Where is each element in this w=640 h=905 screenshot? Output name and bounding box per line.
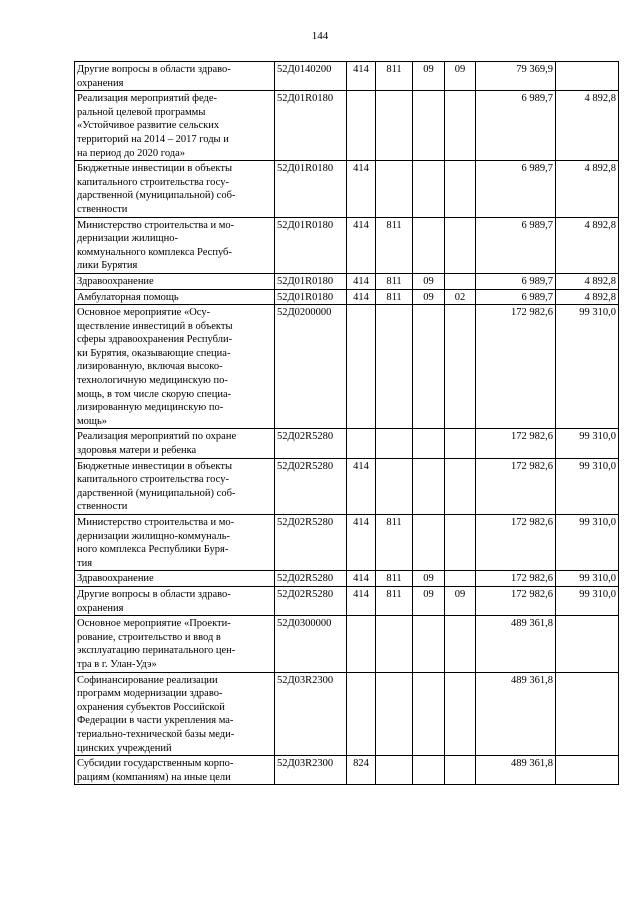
cell-grbs: 414 <box>347 161 376 217</box>
cell-subsection <box>413 672 445 756</box>
row-name: Софинансирование реализации программ модернизации здраво- охранения субъектов Российской Федерации в части укрепления ма- териально-технической базы меди- цинских учреждений <box>77 674 235 754</box>
cell-name <box>75 515 275 571</box>
cell-amount-1: 172 982,6 <box>476 571 556 587</box>
cell-name <box>75 616 275 672</box>
cell-amount-1: 6 989,7 <box>476 217 556 273</box>
cell-section: 811 <box>376 62 413 91</box>
cell-target-code: 52Д01R0180 <box>275 91 347 161</box>
row-name: Другие вопросы в области здраво- охранения <box>77 588 231 614</box>
row-name: Бюджетные инвестиции в объекты капитального строительства госу- дарственной (муниципальной) соб- ственности <box>77 460 236 513</box>
cell-target-code: 52Д02R5280 <box>275 571 347 587</box>
cell-amount-1: 172 982,6 <box>476 515 556 571</box>
cell-amount-2: 99 310,0 <box>556 305 619 429</box>
cell-grbs <box>347 91 376 161</box>
cell-subsection2: 09 <box>445 586 476 615</box>
cell-target-code: 52Д01R0180 <box>275 161 347 217</box>
budget-table <box>74 61 619 785</box>
cell-subsection <box>413 161 445 217</box>
cell-subsection <box>413 429 445 458</box>
cell-name <box>75 586 275 615</box>
cell-section: 811 <box>376 217 413 273</box>
cell-subsection2 <box>445 305 476 429</box>
cell-amount-2: 4 892,8 <box>556 289 619 305</box>
cell-section <box>376 672 413 756</box>
cell-name <box>75 458 275 514</box>
cell-name <box>75 305 275 429</box>
cell-target-code: 52Д03R2300 <box>275 672 347 756</box>
cell-grbs <box>347 616 376 672</box>
cell-grbs: 414 <box>347 273 376 289</box>
cell-section <box>376 616 413 672</box>
cell-section <box>376 91 413 161</box>
table-row <box>75 429 619 458</box>
cell-subsection: 09 <box>413 273 445 289</box>
cell-amount-2 <box>556 756 619 785</box>
page-number: 144 <box>311 30 329 42</box>
cell-name <box>75 289 275 305</box>
table-row <box>75 756 619 785</box>
row-name: Другие вопросы в области здраво- охранения <box>77 64 231 89</box>
cell-subsection: 09 <box>413 586 445 615</box>
cell-grbs: 414 <box>347 458 376 514</box>
cell-grbs: 824 <box>347 756 376 785</box>
cell-target-code: 52Д01R0180 <box>275 217 347 273</box>
table-row <box>75 571 619 587</box>
cell-amount-2 <box>556 616 619 672</box>
cell-amount-1: 172 982,6 <box>476 458 556 514</box>
cell-amount-2: 99 310,0 <box>556 586 619 615</box>
cell-grbs: 414 <box>347 217 376 273</box>
row-name: Бюджетные инвестиции в объекты капитального строительства госу- дарственной (муниципальной) соб- ственности <box>77 163 236 215</box>
cell-target-code: 52Д02R5280 <box>275 586 347 615</box>
cell-grbs <box>347 429 376 458</box>
cell-section: 811 <box>376 515 413 571</box>
cell-subsection2 <box>445 91 476 161</box>
cell-target-code: 52Д0300000 <box>275 616 347 672</box>
cell-name <box>75 62 275 91</box>
cell-name <box>75 161 275 217</box>
cell-section <box>376 161 413 217</box>
cell-subsection2 <box>445 672 476 756</box>
cell-target-code: 52Д0200000 <box>275 305 347 429</box>
cell-subsection2 <box>445 756 476 785</box>
cell-section <box>376 458 413 514</box>
table-row <box>75 515 619 571</box>
cell-name <box>75 429 275 458</box>
table-row <box>75 91 619 161</box>
cell-amount-1: 6 989,7 <box>476 273 556 289</box>
cell-subsection: 09 <box>413 62 445 91</box>
cell-subsection2 <box>445 458 476 514</box>
table-row <box>75 62 619 91</box>
cell-name <box>75 273 275 289</box>
cell-section: 811 <box>376 586 413 615</box>
table-row <box>75 217 619 273</box>
cell-target-code: 52Д02R5280 <box>275 429 347 458</box>
cell-grbs: 414 <box>347 586 376 615</box>
cell-amount-2: 4 892,8 <box>556 161 619 217</box>
cell-amount-1: 6 989,7 <box>476 91 556 161</box>
cell-target-code: 52Д01R0180 <box>275 289 347 305</box>
cell-grbs: 414 <box>347 515 376 571</box>
cell-grbs <box>347 672 376 756</box>
cell-subsection2 <box>445 217 476 273</box>
cell-grbs: 414 <box>347 62 376 91</box>
row-name: Министерство строительства и мо- дернизации жилищно-коммуналь- ного комплекса Республики Буря- тия <box>77 517 235 569</box>
cell-amount-2: 99 310,0 <box>556 515 619 571</box>
cell-target-code: 52Д01R0180 <box>275 273 347 289</box>
row-name: Здравоохранение <box>77 275 154 287</box>
row-name: Министерство строительства и мо- дернизации жилищно- коммунального комплекса Респуб- лики Бурятия <box>77 219 235 272</box>
table-row <box>75 289 619 305</box>
row-name: Основное мероприятие «Проекти- рование, строительство и ввод в эксплуатацию перинатального цен- тра в г. Улан-Удэ» <box>77 618 236 670</box>
cell-grbs <box>347 305 376 429</box>
cell-section <box>376 756 413 785</box>
cell-section <box>376 305 413 429</box>
cell-subsection2 <box>445 515 476 571</box>
cell-subsection <box>413 217 445 273</box>
cell-amount-1: 6 989,7 <box>476 289 556 305</box>
cell-amount-1: 6 989,7 <box>476 161 556 217</box>
cell-subsection <box>413 756 445 785</box>
cell-amount-2: 4 892,8 <box>556 217 619 273</box>
cell-subsection <box>413 458 445 514</box>
cell-amount-1: 489 361,8 <box>476 672 556 756</box>
cell-amount-2: 4 892,8 <box>556 91 619 161</box>
row-name: Амбулаторная помощь <box>77 291 179 303</box>
table-row <box>75 672 619 756</box>
cell-section: 811 <box>376 571 413 587</box>
cell-subsection2 <box>445 616 476 672</box>
cell-name <box>75 756 275 785</box>
cell-name <box>75 217 275 273</box>
row-name: Здравоохранение <box>77 573 154 585</box>
cell-subsection2 <box>445 571 476 587</box>
row-name: Основное мероприятие «Осу- ществление инвестиций в объекты сферы здравоохранения Республи- ки Бурятия, оказывающие специа- лизированную, включая высоко- технологичную медицинскую по- мощь, в том числе скорую специа- лизированную медицинскую по- мощь» <box>77 307 233 427</box>
table-row <box>75 458 619 514</box>
table-row <box>75 161 619 217</box>
cell-subsection: 09 <box>413 571 445 587</box>
cell-target-code: 52Д03R2300 <box>275 756 347 785</box>
cell-amount-2 <box>556 62 619 91</box>
cell-amount-2: 99 310,0 <box>556 458 619 514</box>
cell-grbs: 414 <box>347 571 376 587</box>
cell-amount-1: 489 361,8 <box>476 616 556 672</box>
cell-subsection <box>413 305 445 429</box>
cell-amount-2: 99 310,0 <box>556 429 619 458</box>
cell-subsection2: 02 <box>445 289 476 305</box>
cell-amount-2: 4 892,8 <box>556 273 619 289</box>
table-row <box>75 616 619 672</box>
cell-target-code: 52Д02R5280 <box>275 515 347 571</box>
cell-amount-1: 172 982,6 <box>476 429 556 458</box>
cell-grbs: 414 <box>347 289 376 305</box>
cell-amount-1: 172 982,6 <box>476 305 556 429</box>
cell-amount-1: 79 369,9 <box>476 62 556 91</box>
table-row <box>75 273 619 289</box>
cell-amount-2 <box>556 672 619 756</box>
row-name: Реализация мероприятий по охране здоровья матери и ребенка <box>77 431 237 457</box>
cell-subsection2: 09 <box>445 62 476 91</box>
cell-target-code: 52Д0140200 <box>275 62 347 91</box>
cell-name <box>75 672 275 756</box>
table-body <box>75 62 619 785</box>
cell-subsection <box>413 515 445 571</box>
cell-amount-1: 172 982,6 <box>476 586 556 615</box>
cell-subsection: 09 <box>413 289 445 305</box>
cell-subsection2 <box>445 429 476 458</box>
cell-subsection <box>413 616 445 672</box>
cell-name <box>75 571 275 587</box>
cell-section: 811 <box>376 289 413 305</box>
row-name: Реализация мероприятий феде- ральной целевой программы «Устойчивое развитие сельских территорий на 2014 – 2017 годы и на период до 2020 года» <box>77 93 229 159</box>
cell-subsection2 <box>445 273 476 289</box>
cell-section <box>376 429 413 458</box>
table-row <box>75 305 619 429</box>
row-name: Субсидии государственным корпо- рациям (компаниям) на иные цели <box>77 758 234 783</box>
cell-subsection2 <box>445 161 476 217</box>
cell-subsection <box>413 91 445 161</box>
cell-amount-1: 489 361,8 <box>476 756 556 785</box>
cell-section: 811 <box>376 273 413 289</box>
table-row <box>75 586 619 615</box>
cell-name <box>75 91 275 161</box>
cell-amount-2: 99 310,0 <box>556 571 619 587</box>
cell-target-code: 52Д02R5280 <box>275 458 347 514</box>
